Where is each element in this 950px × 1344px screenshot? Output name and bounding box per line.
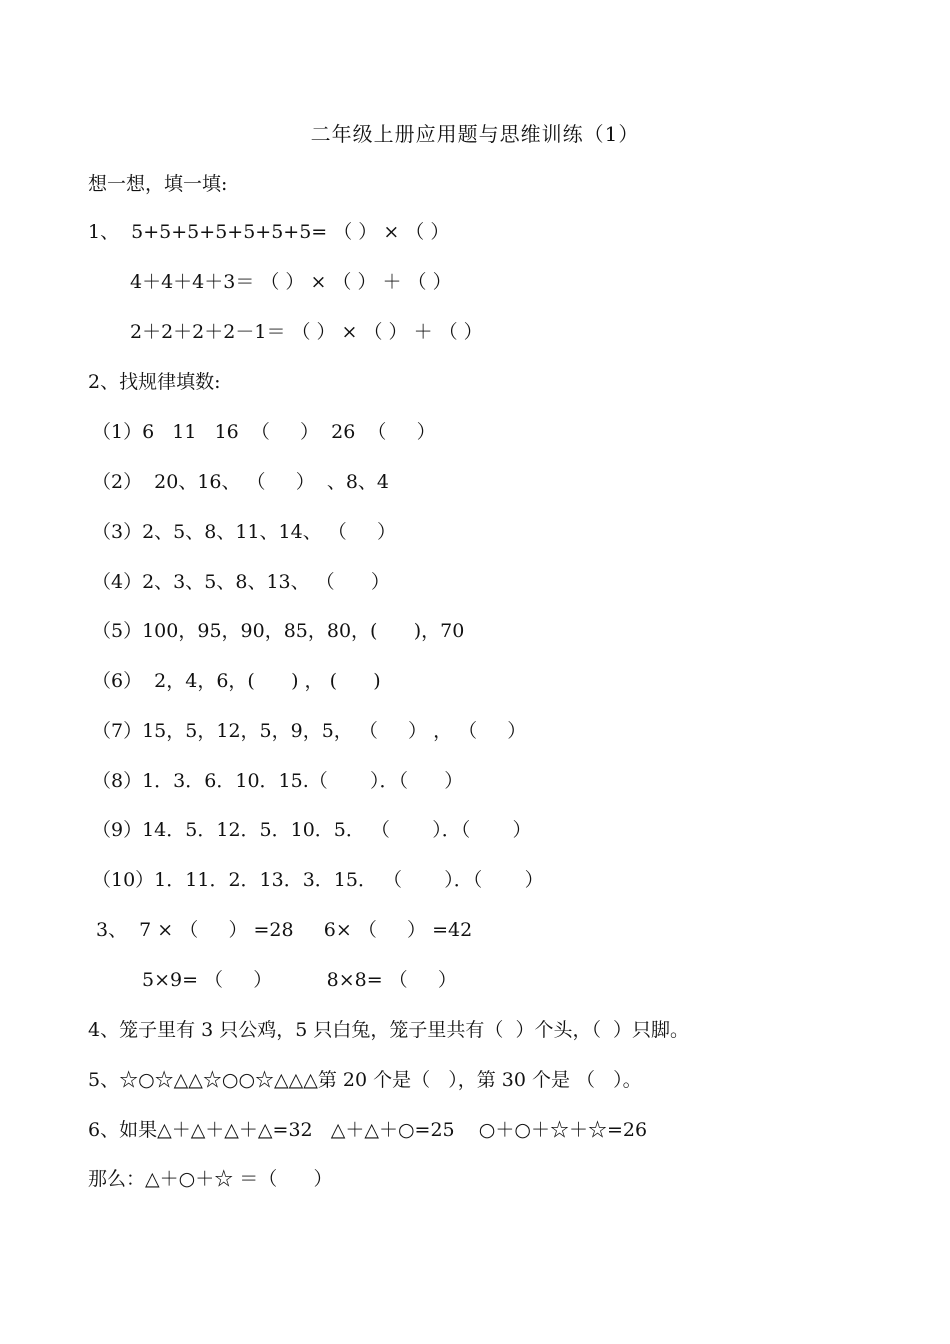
sequence-item-4: （4）2、3、5、8、13、 （ ） <box>92 571 390 593</box>
question-6-line-2: 那么：△＋○＋☆ ＝（ ） <box>88 1168 333 1190</box>
sequence-item-8: （8）1．3．6．10．15.（ ）．（ ） <box>92 770 464 792</box>
sequence-item-10: （10）1．11．2．13．3．15． （ ）．（ ） <box>92 869 544 891</box>
question-1-line-3: 2＋2＋2＋2－1＝ （ ） × （ ） ＋ （ ） <box>130 321 483 343</box>
sequence-item-7: （7）15，5，12，5，9，5， （ ） ， （ ） <box>92 720 527 742</box>
sequence-item-2: （2） 20、16、 （ ） 、8、4 <box>92 471 390 493</box>
question-3-line-2: 5×9= （ ） 8×8= （ ） <box>142 969 457 991</box>
sequence-item-3: （3）2、5、8、11、14、 （ ） <box>92 521 396 543</box>
page-title: 二年级上册应用题与思维训练（1） <box>310 122 640 146</box>
sequence-item-6: （6） 2，4，6，( ) ， ( ) <box>92 670 381 692</box>
question-5: 5、☆○☆△△☆○○☆△△△第 20 个是（ ），第 30 个是 （ ）。 <box>88 1069 642 1091</box>
question-1-line-1: 1、 5+5+5+5+5+5+5= （ ） × （ ） <box>88 221 450 243</box>
question-6-line-1: 6、如果△＋△＋△＋△=32 △＋△＋○=25 ○＋○＋☆＋☆=26 <box>88 1119 648 1141</box>
question-4: 4、笼子里有 3 只公鸡，5 只白兔，笼子里共有（ ）个头，（ ）只脚。 <box>88 1019 690 1041</box>
question-2-heading: 2、找规律填数: <box>88 371 221 393</box>
instruction-text: 想一想，填一填: <box>88 173 228 195</box>
sequence-item-9: （9）14．5．12．5．10．5． （ ）．（ ） <box>92 819 532 841</box>
sequence-item-5: （5）100，95，90，85，80，( )，70 <box>92 620 465 642</box>
sequence-item-1: （1）6 11 16 （ ） 26 （ ） <box>92 421 436 443</box>
question-3-line-1: 3、 7 × （ ） =28 6× （ ） =42 <box>96 919 473 941</box>
question-1-line-2: 4＋4＋4＋3＝ （ ） × （ ） ＋ （ ） <box>130 271 452 293</box>
